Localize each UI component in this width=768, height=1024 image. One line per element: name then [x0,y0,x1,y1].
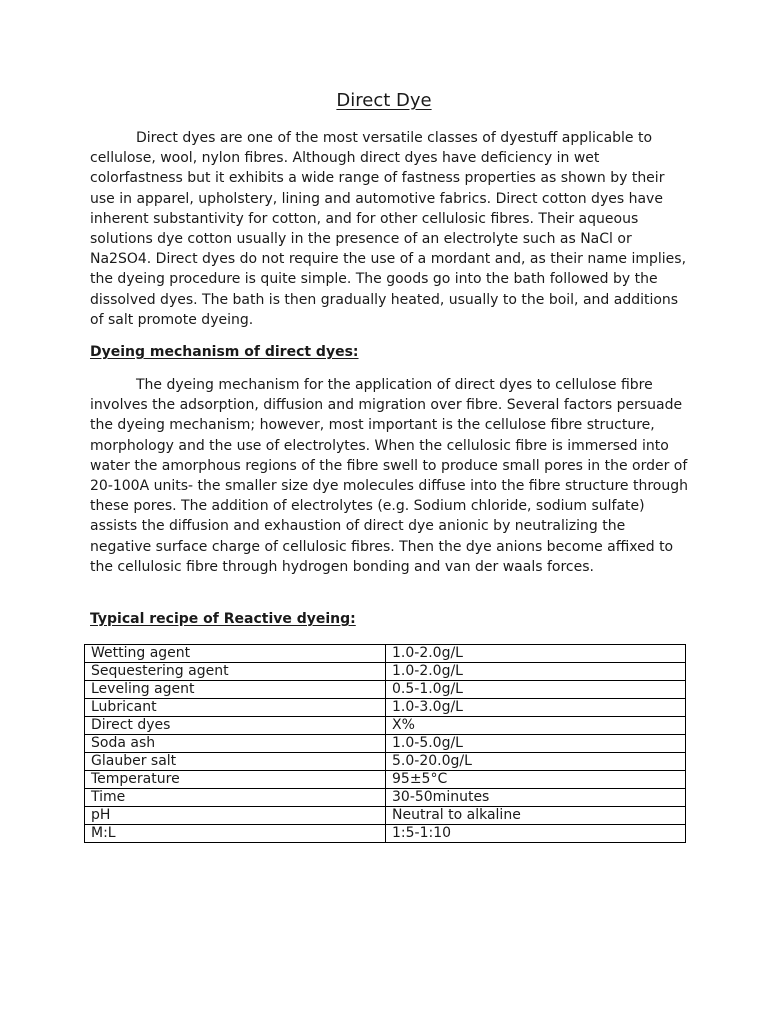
recipe-value: 5.0-20.0g/L [386,753,686,771]
recipe-param: Soda ash [85,735,386,753]
table-row [85,771,686,789]
table-row [85,807,686,825]
intro-paragraph: Direct dyes are one of the most versatile classes of dyestuff applicable to cellulose, wool, nylon fibres. Although direct dyes have deficiency in wet colorfastness but it exhibits a wide range of fastness properties as shown by their use in apparel, upholstery, lining and automotive fabrics. Direct cotton dyes have inherent substantivity for cotton, and for other cellulosic fibres. Their aqueous solutions dye cotton usually in the presence of an electrolyte such as NaCl or Na2SO4. Direct dyes do not require the use of a mordant and, as their name implies, the dyeing procedure is quite simple. The goods go into the bath followed by the dissolved dyes. The bath is then gradually heated, usually to the boil, and additions of salt promote dyeing. [90,130,687,328]
recipe-value: X% [386,717,686,735]
recipe-value: 1.0-3.0g/L [386,699,686,717]
table-row [85,753,686,771]
recipe-value: 1.0-5.0g/L [386,735,686,753]
recipe-param: Leveling agent [85,681,386,699]
recipe-param: Glauber salt [85,753,386,771]
table-row [85,735,686,753]
recipe-param: Lubricant [85,699,386,717]
recipe-value: 0.5-1.0g/L [386,681,686,699]
table-row [85,663,686,681]
recipe-param: pH [85,807,386,825]
mechanism-paragraph: The dyeing mechanism for the application of direct dyes to cellulose fibre involves the adsorption, diffusion and migration over fibre. Several factors persuade the dyeing mechanism; however, most important is the cellulose fibre structure, morphology and the use of electrolytes. When the cellulosic fibre is immersed into water the amorphous regions of the fibre swell to produce small pores in the order of 20-100A units- the smaller size dye molecules diffuse into the fibre structure through these pores. The addition of electrolytes (e.g. Sodium chloride, sodium sulfate) assists the diffusion and exhaustion of direct dye anionic by neutralizing the negative surface charge of cellulosic fibres. Then the dye anions become affixed to the cellulosic fibre through hydrogen bonding and van der waals forces. [90,377,688,575]
mechanism-heading: Dyeing mechanism of direct dyes: [90,344,359,360]
table-row [85,645,686,663]
table-row [85,717,686,735]
recipe-param: Temperature [85,771,386,789]
table-row [85,699,686,717]
recipe-value: 30-50minutes [386,789,686,807]
recipe-heading: Typical recipe of Reactive dyeing: [90,611,356,627]
recipe-value: 1:5-1:10 [386,825,686,843]
recipe-param: Direct dyes [85,717,386,735]
recipe-param: M:L [85,825,386,843]
document-title: Direct Dye [336,90,432,111]
recipe-value: 95±5°C [386,771,686,789]
recipe-param: Wetting agent [85,645,386,663]
recipe-param: Time [85,789,386,807]
recipe-table [84,644,686,843]
table-row [85,789,686,807]
recipe-value: Neutral to alkaline [386,807,686,825]
recipe-value: 1.0-2.0g/L [386,645,686,663]
recipe-value: 1.0-2.0g/L [386,663,686,681]
recipe-param: Sequestering agent [85,663,386,681]
table-row [85,681,686,699]
table-row [85,825,686,843]
